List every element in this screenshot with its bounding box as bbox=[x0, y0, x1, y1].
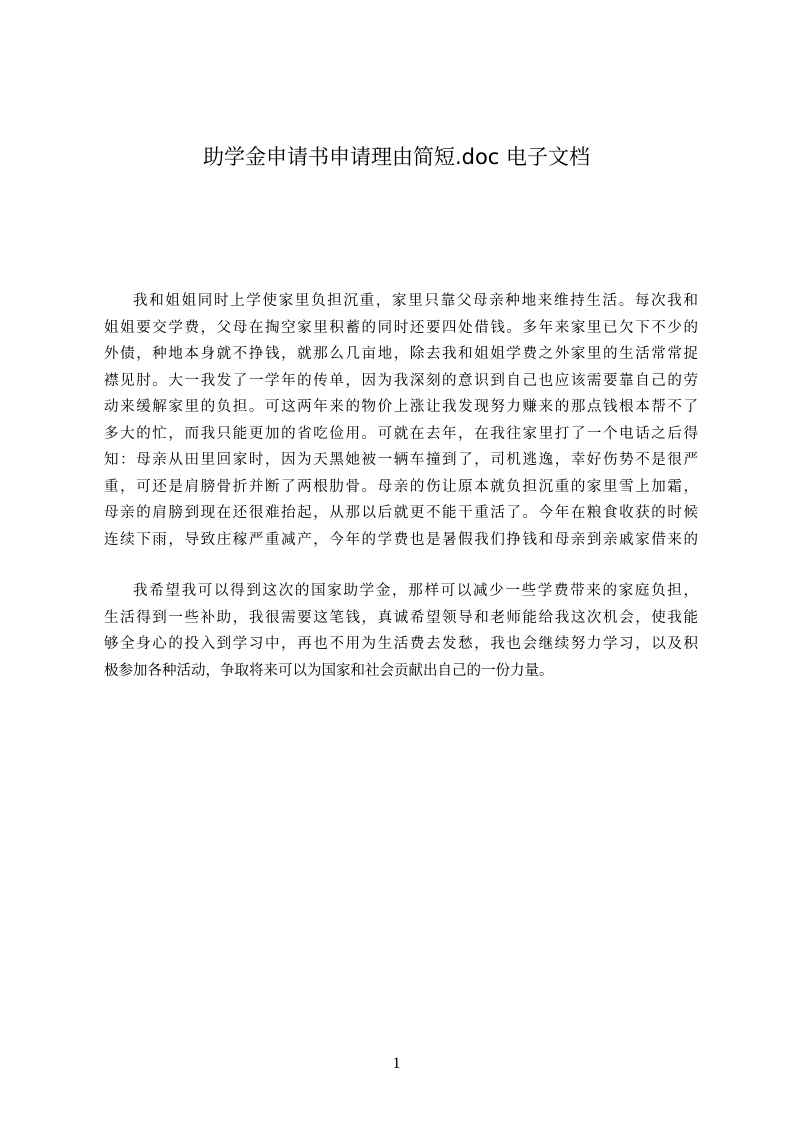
paragraph-line: 母亲的肩膀到现在还很难抬起，从那以后就更不能干重活了。今年在粮食收获的时候 bbox=[104, 505, 698, 521]
paragraph-line: 生活得到一些补助，我很需要这笔钱，真诚希望领导和老师能给我这次机会，使我能 bbox=[104, 609, 698, 626]
paragraph-line: 外债，种地本身就不挣钱，就那么几亩地，除去我和姐姐学费之外家里的生活常常捉 bbox=[104, 346, 698, 362]
document-title: 助学金申请书申请理由简短.doc 电子文档 bbox=[202, 145, 591, 169]
paragraph-line: 我希望我可以得到这次的国家助学金，那样可以减少一些学费带来的家庭负担， bbox=[133, 583, 698, 599]
paragraph-line: 我和姐姐同时上学使家里负担沉重，家里只靠父母亲种地来维持生活。每次我和 bbox=[133, 293, 698, 309]
paragraph-line: 够全身心的投入到学习中，再也不用为生活费去发愁，我也会继续努力学习，以及积 bbox=[104, 636, 698, 652]
paragraph-line: 动来缓解家里的负担。可这两年来的物价上涨让我发现努力赚来的那点钱根本帮不了 bbox=[104, 399, 698, 415]
paragraph-line: 极参加各种活动，争取将来可以为国家和社会贡献出自己的一份力量。 bbox=[104, 662, 554, 679]
paragraph-1 bbox=[104, 288, 698, 553]
paragraph-2 bbox=[104, 578, 698, 684]
paragraph-line: 襟见肘。大一我发了一学年的传单，因为我深刻的意识到自己也应该需要靠自己的劳 bbox=[104, 372, 698, 389]
paragraph-line: 姐姐要交学费，父母在掏空家里积蓄的同时还要四处借钱。多年来家里已欠下不少的 bbox=[104, 319, 698, 336]
paragraph-line: 连续下雨，导致庄稼严重减产，今年的学费也是暑假我们挣钱和母亲到亲戚家借来的 bbox=[104, 531, 698, 548]
page-number: 1 bbox=[392, 1055, 401, 1072]
paragraph-line: 知：母亲从田里回家时，因为天黑她被一辆车撞到了，司机逃逸，幸好伤势不是很严 bbox=[104, 452, 698, 468]
paragraph-line: 多大的忙，而我只能更加的省吃俭用。可就在去年，在我往家里打了一个电话之后得 bbox=[104, 425, 698, 442]
paragraph-line: 重，可还是肩膀骨折并断了两根肋骨。母亲的伤让原本就负担沉重的家里雪上加霜， bbox=[104, 478, 698, 495]
